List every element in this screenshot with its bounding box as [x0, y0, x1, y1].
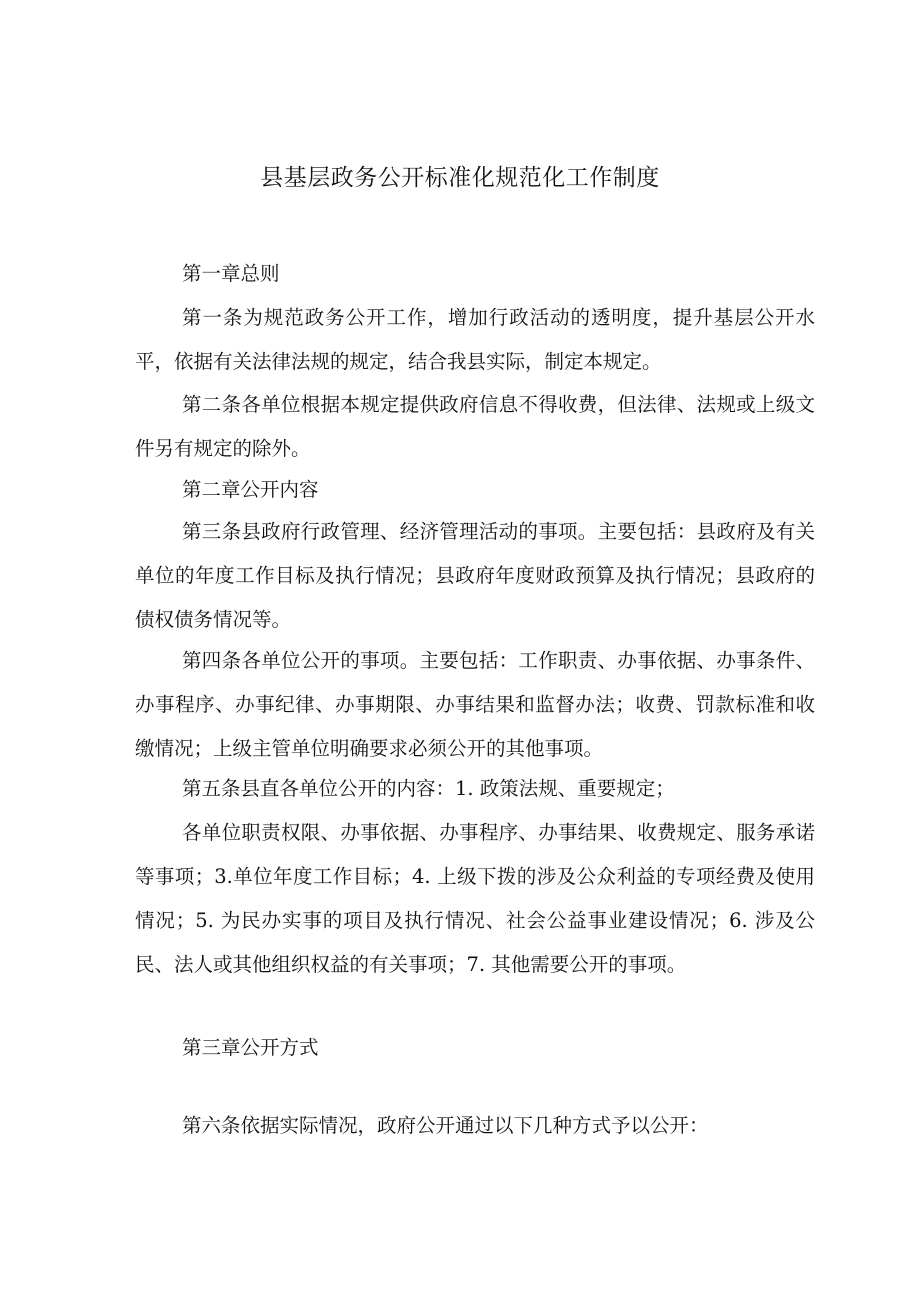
chapter-heading-2: 第二章公开内容	[182, 478, 319, 501]
article-6: 第六条依据实际情况，政府公开通过以下几种方式予以公开：	[182, 1114, 709, 1137]
chapter-heading-1: 第一章总则	[182, 262, 280, 285]
article-3: 第三条县政府行政管理、经济管理活动的事项。主要包括：县政府及有关单位的年度工作目标及执行情况；县政府年度财政预算及执行情况；县政府的债权债务情况等。	[135, 520, 815, 631]
article-5: 第五条县直各单位公开的内容：1. 政策法规、重要规定；	[182, 777, 675, 800]
chapter-heading-3: 第三章公开方式	[182, 1036, 319, 1059]
article-4: 第四条各单位公开的事项。主要包括：工作职责、办事依据、办事条件、办事程序、办事纪律、办事期限、办事结果和监督办法；收费、罚款标准和收缴情况；上级主管单位明确要求必须公开的其他事项。	[135, 649, 815, 760]
article-1: 第一条为规范政务公开工作，增加行政活动的透明度，提升基层公开水平，依据有关法律法规的规定，结合我县实际，制定本规定。	[135, 306, 815, 373]
document-title: 县基层政务公开标准化规范化工作制度	[260, 165, 660, 191]
article-5-continued: 各单位职责权限、办事依据、办事程序、办事结果、收费规定、服务承诺等事项；3.单位年度工作目标；4. 上级下拨的涉及公众利益的专项经费及使用情况；5. 为民办实事的项目及执行情况、社会公益事业建设情况；6. 涉及公民、法人或其他组织权益的有关事项；7. 其他需要公开的事项。	[135, 821, 815, 976]
article-2: 第二条各单位根据本规定提供政府信息不得收费，但法律、法规或上级文件另有规定的除外。	[135, 393, 815, 460]
